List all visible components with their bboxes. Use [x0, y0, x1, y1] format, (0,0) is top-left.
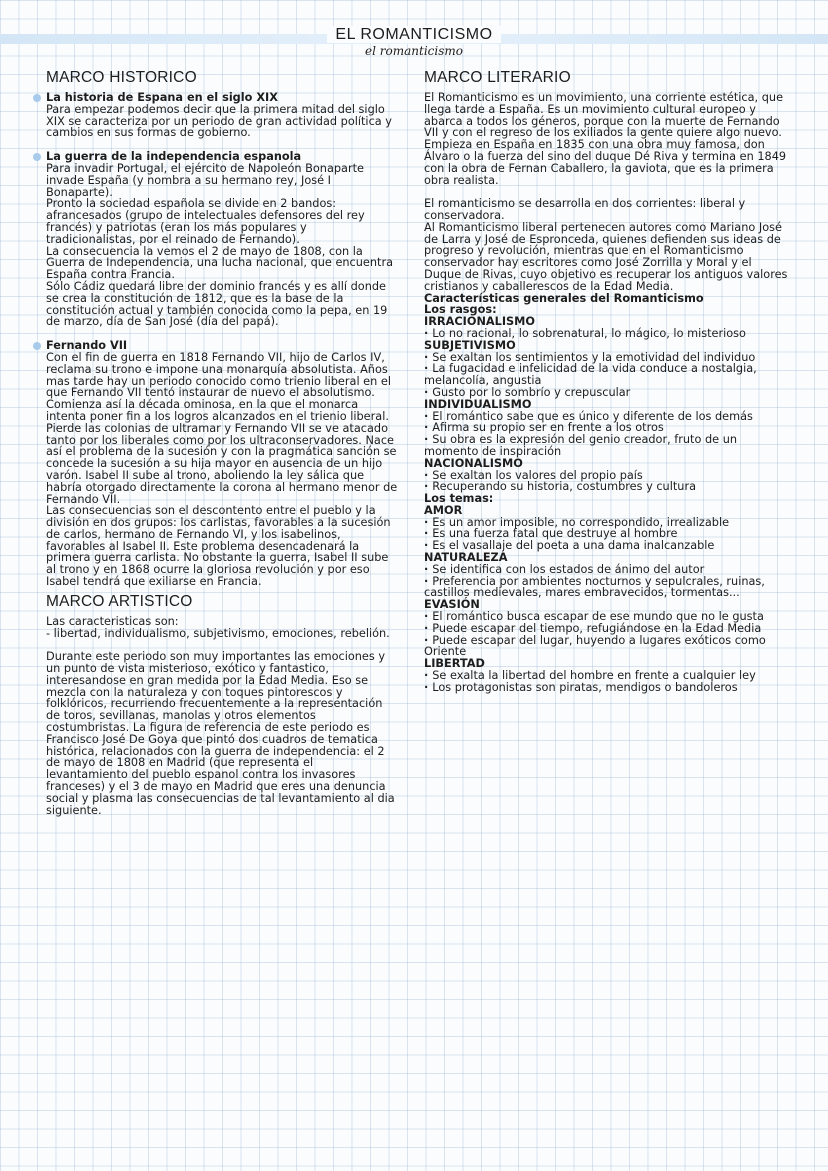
paragraph: Sólo Cádiz quedará libre der dominio francés y es allí donde se crea la constitución de 1812, que es la base de la constitución actual y también conocida como la pepa, en 19 de marzo, día de San José (día del papá). [46, 279, 388, 329]
section-guerra-independencia [46, 151, 398, 328]
list-item: · Es un amor imposible, no correspondido, irrealizable [424, 517, 792, 529]
list-item: · Es el vasallaje del poeta a una dama inalcanzable [424, 540, 792, 552]
tema-name: LIBERTAD [424, 657, 485, 671]
list-item: · Es una fuerza fatal que destruye al hombre [424, 528, 792, 540]
tema-name: EVASIÓN [424, 598, 480, 612]
tema-name: AMOR [424, 503, 463, 517]
paragraph: Las consecuencias son el descontento entre el pueblo y la división en dos grupos: los carlistas, favorables a la sucesión de carlos, hermano de Fernando VI, y los isabelinos, favorables al Isabel II. Este problema desencadenará la primera guerra carlista. No obstante la guerra, Isabel II sube al trono y en 1868 ocurre la gloriosa revolución y por eso Isabel tendrá que exiliarse en Francia. [46, 504, 391, 589]
list-item: · La fugacidad e infelicidad de la vida conduce a nostalgia, melancolía, angustia [424, 363, 792, 387]
list-item: · Los protagonistas son piratas, mendigos o bandoleros [424, 682, 792, 694]
paragraph: Con el fin de guerra en 1818 Fernando VII, hijo de Carlos IV, reclama su trono e impone una monarquía absolutista. Años mas tarde hay un periodo conocido como trienio liberal en el que Fernando VII tentó instaurar de nuevo el absolutismo. Comienza así la década ominosa, en la que el monarca intenta poner fin a los logros alcanzados en el trienio liberal. [46, 350, 391, 423]
left-column [46, 68, 398, 816]
paragraph: Para empezar podemos decir que la primera mitad del siglo XIX se caracteriza por un periodo de gran actividad política y cambios en sus formas de gobierno. [46, 102, 392, 140]
list-item: · Gusto por lo sombrío y crepuscular [424, 387, 792, 399]
list-item: · Su obra es la expresión del genio creador, fruto de un momento de inspiración [424, 434, 792, 458]
section-historia [46, 92, 398, 139]
list-item: · Se exaltan los valores del propio país [424, 470, 792, 482]
list-item: · Recuperando su historia, costumbres y cultura [424, 481, 792, 493]
list-item: · Afirma su propio ser en frente a los otros [424, 422, 792, 434]
paragraph: Para invadir Portugal, el ejército de Napoleón Bonaparte invade España (y nombra a su hermano rey, José I Bonaparte). [46, 161, 364, 199]
list-item: · Se exalta la libertad del hombre en frente a cualquier ley [424, 670, 792, 682]
right-column [424, 68, 792, 694]
list-item: · Se exaltan los sentimientos y la emotividad del individuo [424, 352, 792, 364]
section-title: Fernando VII [46, 340, 398, 352]
rasgo-name: IRRACIONALISMO [424, 315, 536, 329]
temas-label: Los temas: [424, 492, 494, 506]
paragraph: La consecuencia la vemos el 2 de mayo de 1808, con la Guerra de Independencia, una lucha nacional, que encuentra España contra Francia. [46, 244, 394, 282]
literario-p2: El romanticismo se desarrolla en dos corrientes: liberal y conservadora. [424, 197, 746, 222]
rasgo-name: INDIVIDUALISMO [424, 397, 532, 411]
caracteristicas-title: Características generales del Romanticismo [424, 291, 704, 305]
list-item: · Puede escapar del lugar, huyendo a lugares exóticos como Oriente [424, 635, 792, 659]
rasgo-name: SUBJETIVISMO [424, 338, 516, 352]
list-item: · Puede escapar del tiempo, refugiándose en la Edad Media [424, 623, 792, 635]
artistico-features: - libertad, individualismo, subjetivismo, emociones, rebelión. [46, 626, 390, 640]
section-title: La guerra de la independencia espanola [46, 151, 398, 163]
list-item: · Se identifica con los estados de ánimo del autor [424, 564, 792, 576]
literario-p3: Al Romanticismo liberal pertenecen autores como Mariano José de Larra y José de Espronceda, quienes defienden sus ideas de progreso y revolución, mientras que en el Romanticismo conservador hay escritores como José Zorrilla y Moral y el Duque de Rivas, cuyo objetivo es recuperar los antiguos valores cristianos y caballerescos de la Edad Media. [424, 220, 788, 293]
page-subtitle: el romanticismo [365, 44, 463, 58]
heading-marco-artistico: MARCO ARTISTICO [46, 592, 193, 610]
list-item: · Preferencia por ambientes nocturnos y sepulcrales, ruinas, castillos medievales, mares embravecidos, tormentas... [424, 576, 792, 600]
literario-p1: El Romanticismo es un movimiento, una corriente estética, que llega tarde a España. Es un movimiento cultural europeo y abarca a todos los géneros, porque con la muerte de Fernando VII y con el regreso de los exiliados la gente quiere algo nuevo. Empieza en España en 1835 con una obra muy famosa, don Álvaro o la fuerza del sino del duque Dé Riva y termina en 1849 con la obra de Fernan Caballero, la gaviota, que es la primera obra realista. [424, 91, 787, 187]
list-item: · El romántico sabe que es único y diferente de los demás [424, 411, 792, 423]
heading-marco-literario: MARCO LITERARIO [424, 69, 571, 86]
paragraph: Pronto la sociedad española se divide en 2 bandos: afrancesados (grupo de intelectuales defensores del rey francés) y patriotas (eran los más populares y tradicionalistas, por el reinado de Fernando). [46, 197, 365, 246]
page-title: EL ROMANTICISMO [0, 26, 828, 44]
rasgo-name: NACIONALISMO [424, 456, 523, 470]
heading-marco-historico: MARCO HISTORICO [46, 69, 197, 86]
tema-name: NATURALEZA [424, 551, 508, 565]
rasgos-label: Los rasgos: [424, 303, 497, 317]
artistico-intro: Las caracteristicas son: [46, 614, 179, 628]
artistico-paragraph: Durante este periodo son muy importantes las emociones y un punto de vista misterioso, exótico y fantastico, interesandose en gran medida por la Edad Media. Eso se mezcla con la naturaleza y con toques pintorescos y folklóricos, recurriendo frecuentemente a la representación de toros, sevillanas, manolas y otros elementos costumbristas. La figura de referencia de este periodo es Francisco José De Goya que pintó dos cuadros de tematica histórica, relacionados con la guerra de independencia: el 2 de mayo de 1808 en Madrid (que representa el levantamiento del pueblo espanol contra los invasores franceses) y el 3 de mayo en Madrid que eres una denuncia social y plasma las consecuencias de tal levantamiento al dia siguiente. [46, 650, 395, 817]
section-title: La historia de Espana en el siglo XIX [46, 92, 398, 104]
paragraph: Pierde las colonias de ultramar y Fernando VII se ve atacado tanto por los liberales como por los ultraconservadores. Nace así el problema de la sucesión y con la pragmática sanción se concede la sucesión a su hija mayor en ausencia de un hijo varón. Isabel II sube al trono, aboliendo la ley sálica que habría otorgado directamente la corona al hermano menor de Fernando VII. [46, 421, 398, 506]
section-fernando-vii [46, 340, 398, 588]
list-item: · Lo no racional, lo sobrenatural, lo mágico, lo misterioso [424, 328, 792, 340]
list-item: · El romántico busca escapar de ese mundo que no le gusta [424, 611, 792, 623]
